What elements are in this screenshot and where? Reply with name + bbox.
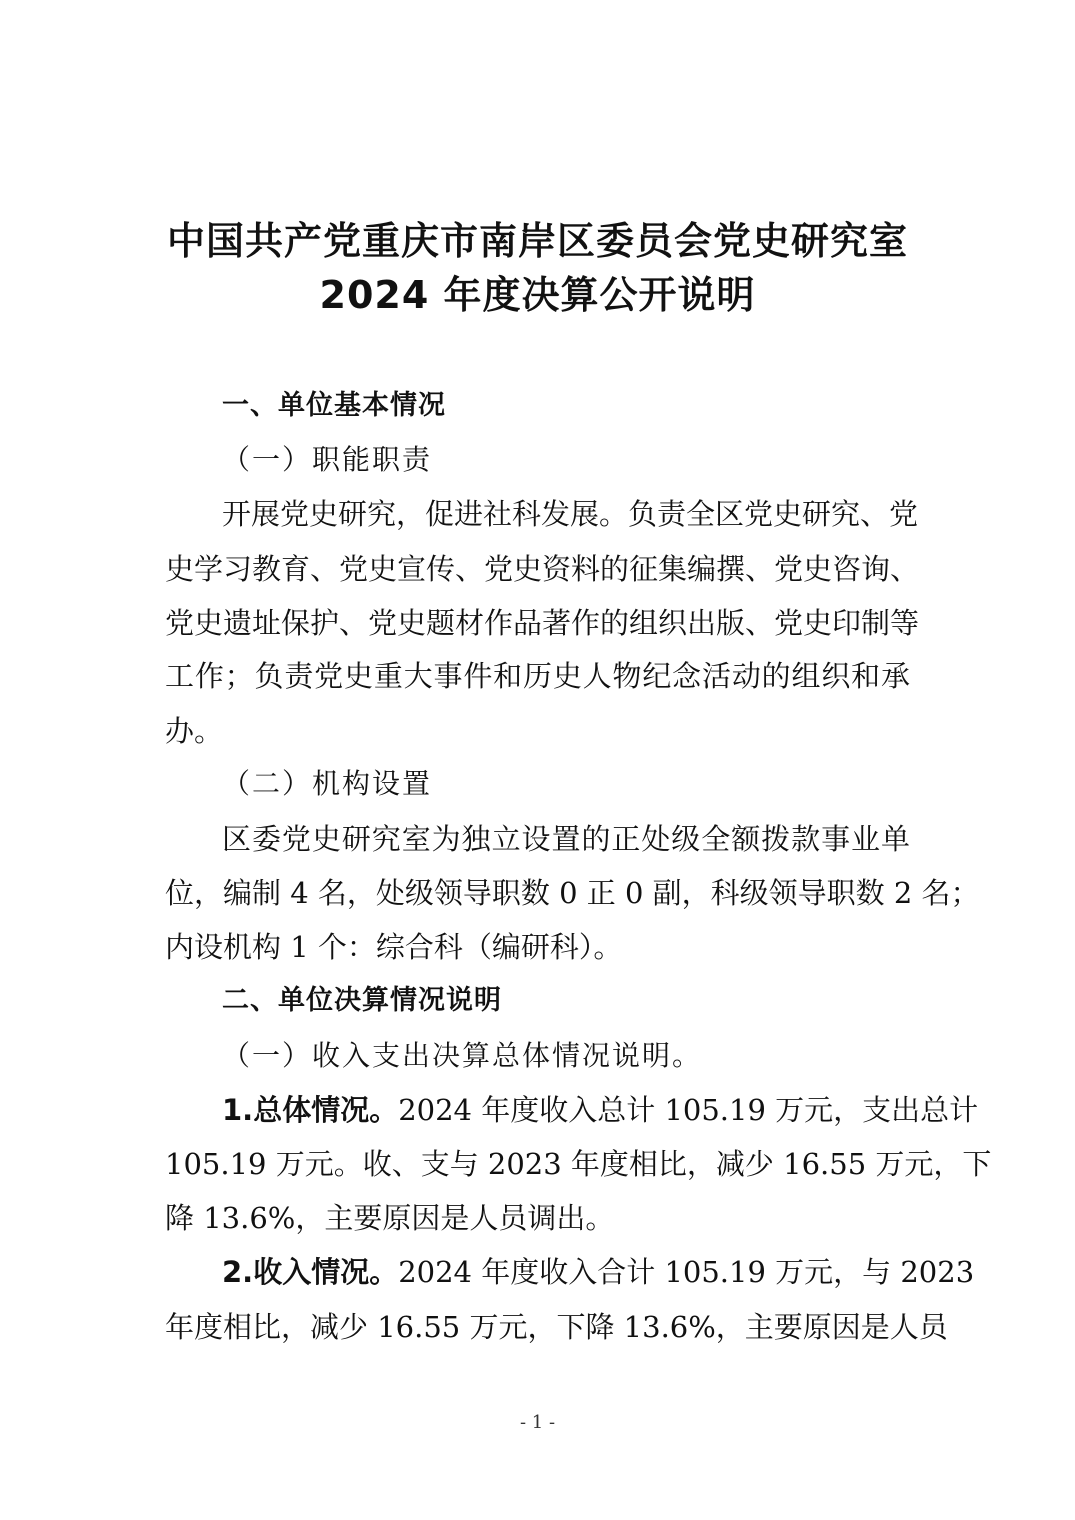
paragraph-line: 办。 [165, 714, 224, 748]
subheading-organization: （二）机构设置 [222, 767, 433, 800]
subheading-income-expenditure: （一）收入支出决算总体情况说明。 [222, 1039, 703, 1072]
paragraph-line: 史学习教育、党史宣传、党史资料的征集编撰、党史咨询、 [165, 552, 920, 586]
paragraph-line: 105.19 万元。收、支与 2023 年度相比，减少 16.55 万元，下 [165, 1147, 992, 1181]
item-lead-overall: 1.总体情况。 [222, 1093, 399, 1127]
item-lead-income: 2.收入情况。 [222, 1255, 399, 1289]
document-title-line-2: 2024 年度决算公开说明 [319, 273, 756, 317]
page-number: - 1 - [519, 1412, 556, 1433]
paragraph-line: 降 13.6%，主要原因是人员调出。 [165, 1201, 615, 1235]
paragraph-line: 工作；负责党史重大事件和历史人物纪念活动的组织和承 [165, 659, 910, 693]
section-heading-basic-info: 一、单位基本情况 [222, 390, 446, 421]
subheading-functions: （一）职能职责 [222, 443, 433, 476]
paragraph-line: 年度相比，减少 16.55 万元，下降 13.6%，主要原因是人员 [165, 1310, 948, 1344]
section-heading-final-accounts: 二、单位决算情况说明 [222, 985, 502, 1016]
paragraph-line: 内设机构 1 个：综合科（编研科）。 [165, 930, 623, 964]
paragraph-line: 区委党史研究室为独立设置的正处级全额拨款事业单 [222, 822, 910, 856]
item-text: 2024 年度收入合计 105.19 万元，与 2023 [398, 1255, 975, 1289]
paragraph-line: 党史遗址保护、党史题材作品著作的组织出版、党史印制等 [165, 606, 920, 640]
document-title-line-1: 中国共产党重庆市南岸区委员会党史研究室 [166, 219, 908, 263]
paragraph-line-item-2 [222, 1255, 975, 1289]
paragraph-line: 位，编制 4 名，处级领导职数 0 正 0 副，科级领导职数 2 名； [165, 876, 980, 910]
paragraph-line: 开展党史研究，促进社科发展。负责全区党史研究、党 [222, 497, 919, 531]
item-text: 2024 年度收入总计 105.19 万元，支出总计 [398, 1093, 979, 1127]
paragraph-line-item-1 [222, 1093, 979, 1127]
